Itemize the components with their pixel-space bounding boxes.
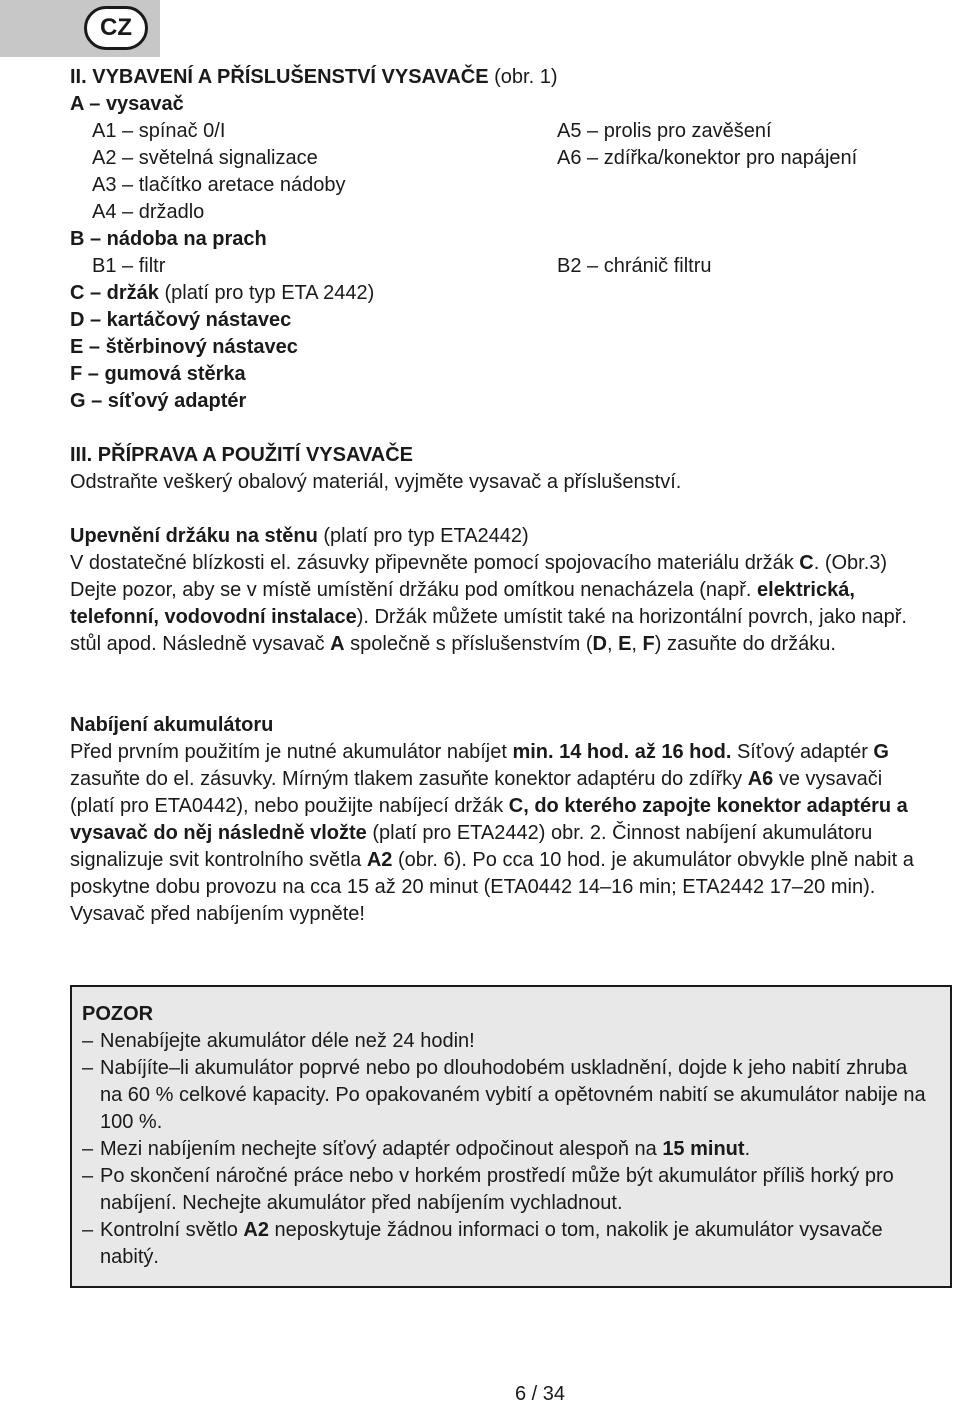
item-e: E – štěrbinový nástavec [70,336,298,358]
item-d: D – kartáčový nástavec [70,309,292,331]
item-b2: B2 – chránič filtru [557,255,712,277]
section3-intro: Odstraňte veškerý obalový materiál, vyjměte vysavač a příslušenství. [70,471,682,493]
item-a5: A5 – prolis pro zavěšení [557,120,772,142]
warning-title: POZOR [82,1003,154,1025]
section2-title: II. VYBAVENÍ A PŘÍSLUŠENSTVÍ VYSAVAČE (obr. 1) [70,66,558,88]
item-c: C – držák (platí pro typ ETA 2442) [70,282,375,304]
item-g: G – síťový adaptér [70,390,247,412]
mount-title: Upevnění držáku na stěnu (platí pro typ ETA2442) [70,525,529,547]
section3-title: III. PŘÍPRAVA A POUŽITÍ VYSAVAČE [70,444,413,466]
item-a3: A3 – tlačítko aretace nádoby [92,174,346,196]
item-a2: A2 – světelná signalizace [92,147,318,169]
language-badge: CZ [84,6,148,50]
warning-list [82,1028,934,1271]
item-b: B – nádoba na prach [70,228,267,250]
charge-title: Nabíjení akumulátoru [70,714,274,736]
warning-item: – Nenabíjejte akumulátor déle než 24 hodin! [82,1030,475,1052]
item-a1: A1 – spínač 0/I [92,120,226,142]
item-b1: B1 – filtr [92,255,166,277]
mount-paragraph: V dostatečné blízkosti el. zásuvky připevněte pomocí spojovacího materiálu držák C. (Obr.3) Dejte pozor, aby se v místě umístění držáku pod omítkou nenacházela (např. elektrická, telefonní, vodovodní instalace). Držák můžete umístit také na horizontální povrch, jako např. stůl apod. Následně vysavač A společně s příslušenstvím (D, E, F) zasuňte do držáku. [70,552,907,655]
warning-item: – Nabíjíte–li akumulátor poprvé nebo po dlouhodobém uskladnění, dojde k jeho nabití zhruba na 60 % celkové kapacity. Po opakovaném vybití a opětovném nabití se akumulátor nabije na 100 %. [82,1057,926,1133]
warning-box [70,985,952,1288]
item-a6: A6 – zdířka/konektor pro napájení [557,147,858,169]
warning-item: – Mezi nabíjením nechejte síťový adaptér odpočinout alespoň na 15 minut. [82,1138,751,1160]
warning-item: – Po skončení náročné práce nebo v horkém prostředí může být akumulátor příliš horký pro nabíjení. Nechejte akumulátor před nabíjením vychladnout. [82,1165,894,1214]
charge-paragraph: Před prvním použitím je nutné akumulátor nabíjet min. 14 hod. až 16 hod. Síťový adaptér G zasuňte do el. zásuvky. Mírným tlakem zasuňte konektor adaptéru do zdířky A6 ve vysavači (platí pro ETA0442), nebo použijte nabíjecí držák C, do kterého zapojte konektor adaptéru a vysavač do něj následně vložte (platí pro ETA2442) obr. 2. Činnost nabíjení akumulátoru signalizuje svit kontrolního světla A2 (obr. 6). Po cca 10 hod. je akumulátor obvykle plně nabit a poskytne dobu provozu na cca 15 až 20 minut (ETA0442 14–16 min; ETA2442 17–20 min). Vysavač před nabíjením vypněte! [70,741,914,925]
item-a: A – vysavač [70,93,184,115]
warning-item: – Kontrolní světlo A2 neposkytuje žádnou informaci o tom, nakolik je akumulátor vysavače nabitý. [82,1219,883,1268]
language-tab [0,0,160,57]
item-f: F – gumová stěrka [70,363,246,385]
page-number: 6 / 34 [514,1383,566,1405]
item-a4: A4 – držadlo [92,201,205,223]
